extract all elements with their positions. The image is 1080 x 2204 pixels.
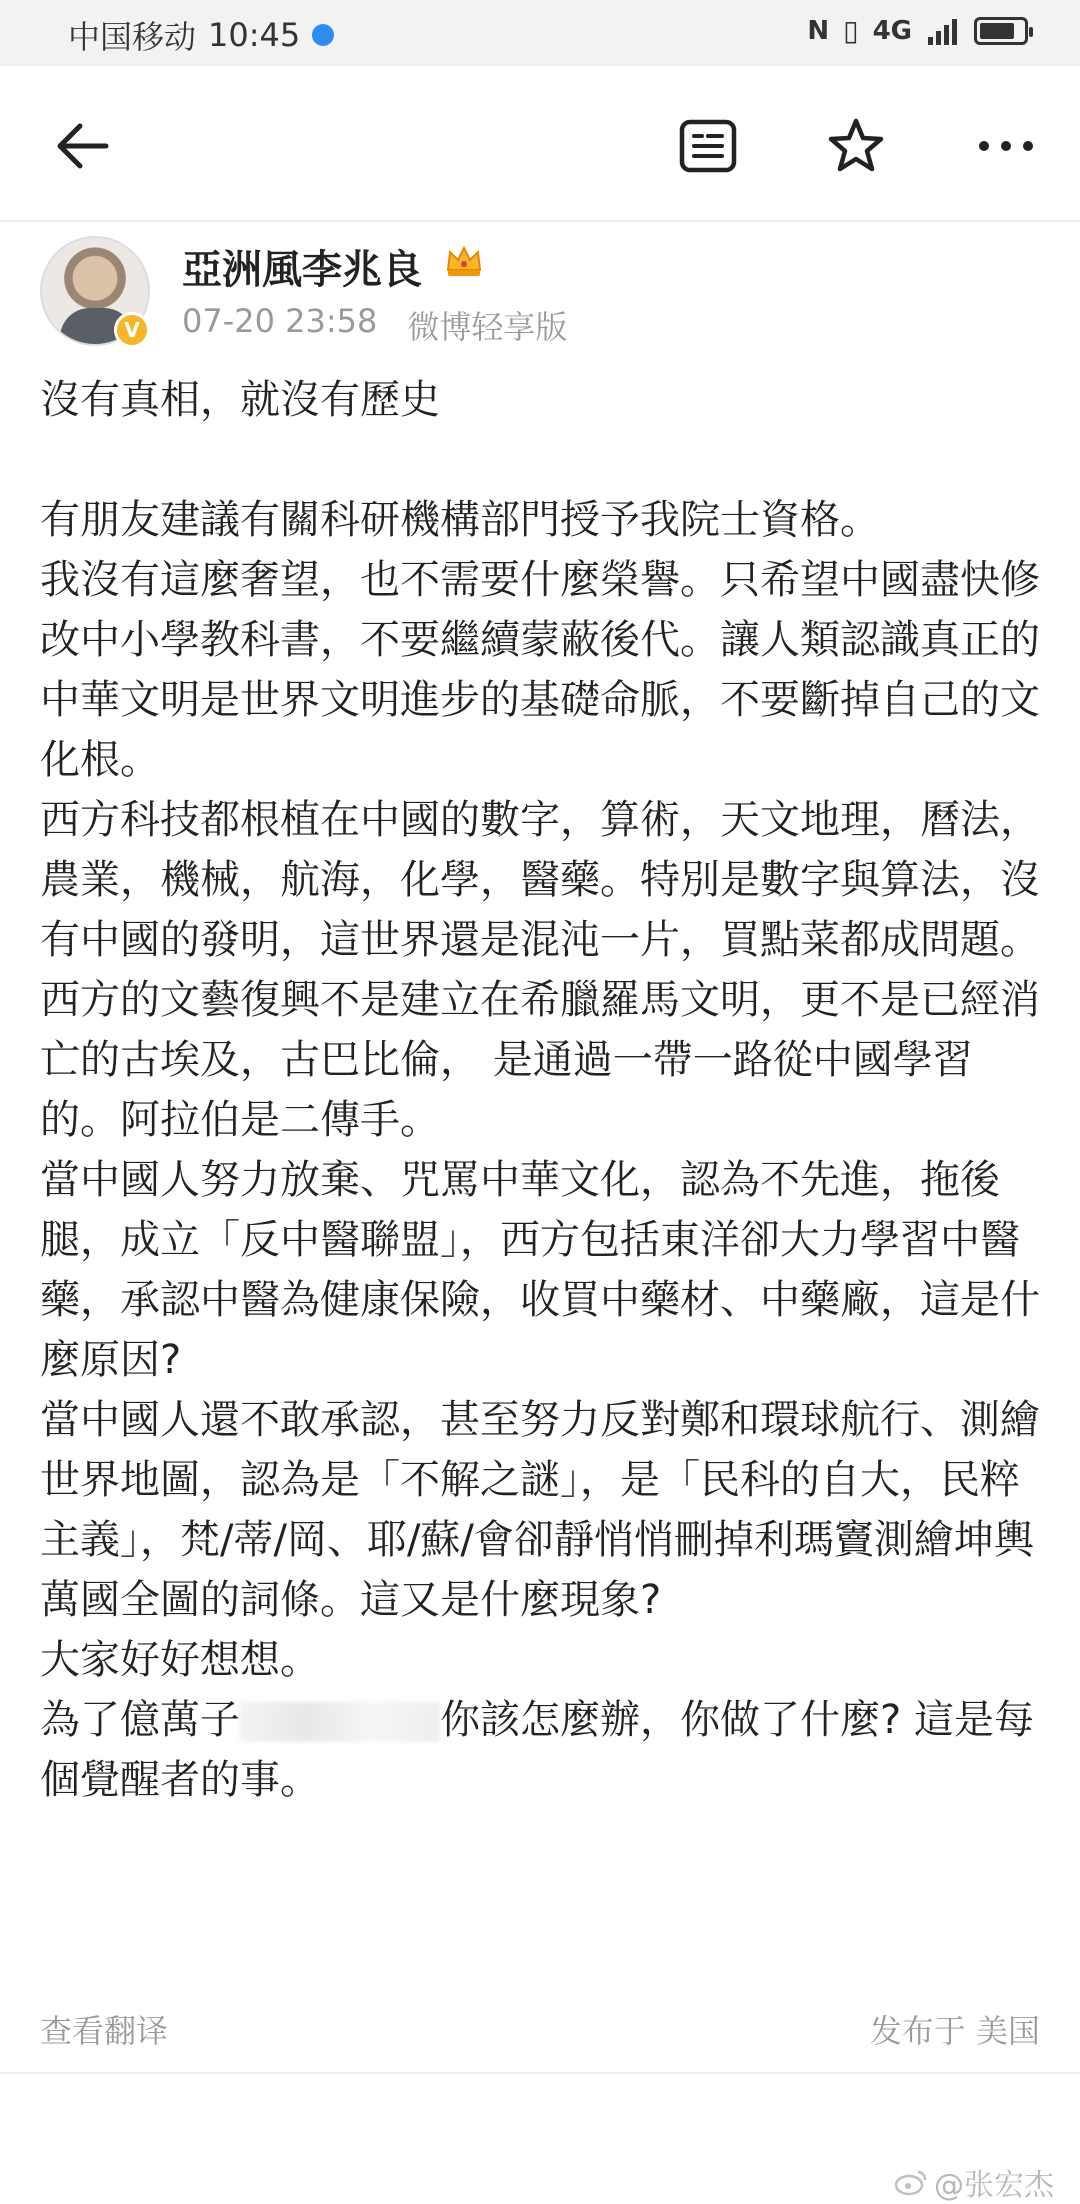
redacted-blur <box>240 1702 440 1742</box>
nfc-icon: N <box>807 15 830 46</box>
post-paragraph: 當中國人還不敢承認，甚至努力反對鄭和環球航行、測繪世界地圖，認為是「不解之謎」，是「民科的自大，民粹主義」，梵/蒂/岡、耶/蘇/會卻靜悄悄刪掉利瑪竇測繪坤輿萬國全圖的詞條。這又是什麼現象? <box>40 1397 1040 1623</box>
status-bar <box>0 0 1080 66</box>
weibo-logo-icon <box>894 2168 928 2196</box>
post-source: 微博轻享版 <box>407 308 568 346</box>
more-icon <box>976 136 1036 156</box>
post-footer <box>40 2006 1040 2052</box>
carrier-label: 中国移动 <box>68 18 197 56</box>
verified-badge-icon: V <box>114 312 150 348</box>
post-content <box>40 370 1040 1810</box>
watermark <box>894 2160 1054 2204</box>
post-meta <box>182 302 567 348</box>
clock: 10:45 <box>208 16 301 54</box>
top-nav-bar <box>0 66 1080 222</box>
status-left <box>68 12 334 58</box>
signal-icon <box>926 17 960 45</box>
last-line-start: 為了億萬子 <box>40 1697 240 1743</box>
translate-link[interactable]: 查看翻译 <box>40 2012 169 2050</box>
shield-icon <box>312 24 334 46</box>
network-label: 4G <box>872 15 912 46</box>
reader-mode-icon <box>678 118 738 174</box>
post-paragraph-last <box>40 1690 1040 1810</box>
divider <box>0 2072 1080 2074</box>
back-button[interactable] <box>44 108 120 184</box>
crown-icon[interactable] <box>444 240 484 280</box>
author-name[interactable]: 亞洲風李兆良 <box>182 247 422 293</box>
watermark-text: @张宏杰 <box>934 2168 1054 2203</box>
post-paragraph: 西方科技都根植在中國的數字，算術，天文地理，曆法，農業，機械，航海，化學，醫藥。特別是數字與算法，沒有中國的發明，這世界還是混沌一片，買點菜都成問題。西方的文藝復興不是建立在希臘羅馬文明，更不是已經消亡的古埃及，古巴比倫， 是通過一帶一路從中國學習的。阿拉伯是二傳手。 <box>40 797 1040 1143</box>
favorite-button[interactable] <box>818 108 894 184</box>
more-button[interactable] <box>968 108 1044 184</box>
battery-icon <box>974 17 1028 45</box>
last-line-end: 你該怎麼辦，你做了什麼? 這是每個覺醒者的事。 <box>40 1697 1034 1803</box>
status-right <box>807 14 1028 47</box>
post-paragraph: 沒有真相，就沒有歷史 <box>40 377 440 423</box>
post-paragraph: 我沒有這麼奢望，也不需要什麼榮譽。只希望中國盡快修改中小學教科書，不要繼續蒙蔽後代。讓人類認識真正的中華文明是世界文明進步的基礎命脈，不要斷掉自己的文化根。 <box>40 557 1040 783</box>
star-icon <box>826 116 886 176</box>
post-date: 07-20 23:58 <box>182 302 378 340</box>
back-arrow-icon <box>50 114 114 178</box>
reader-mode-button[interactable] <box>670 108 746 184</box>
post-paragraph: 當中國人努力放棄、咒罵中華文化，認為不先進，拖後腿，成立「反中醫聯盟」，西方包括東洋卻大力學習中醫藥，承認中醫為健康保險，收買中藥材、中藥廠，這是什麼原因? <box>40 1157 1040 1383</box>
post-paragraph <box>40 430 1040 490</box>
post-paragraph: 有朋友建議有關科研機構部門授予我院士資格。 <box>40 497 880 543</box>
vibrate-icon: ▯ <box>843 14 859 47</box>
location-label: 发布于 美国 <box>869 2012 1040 2050</box>
post-paragraph: 大家好好想想。 <box>40 1637 320 1683</box>
